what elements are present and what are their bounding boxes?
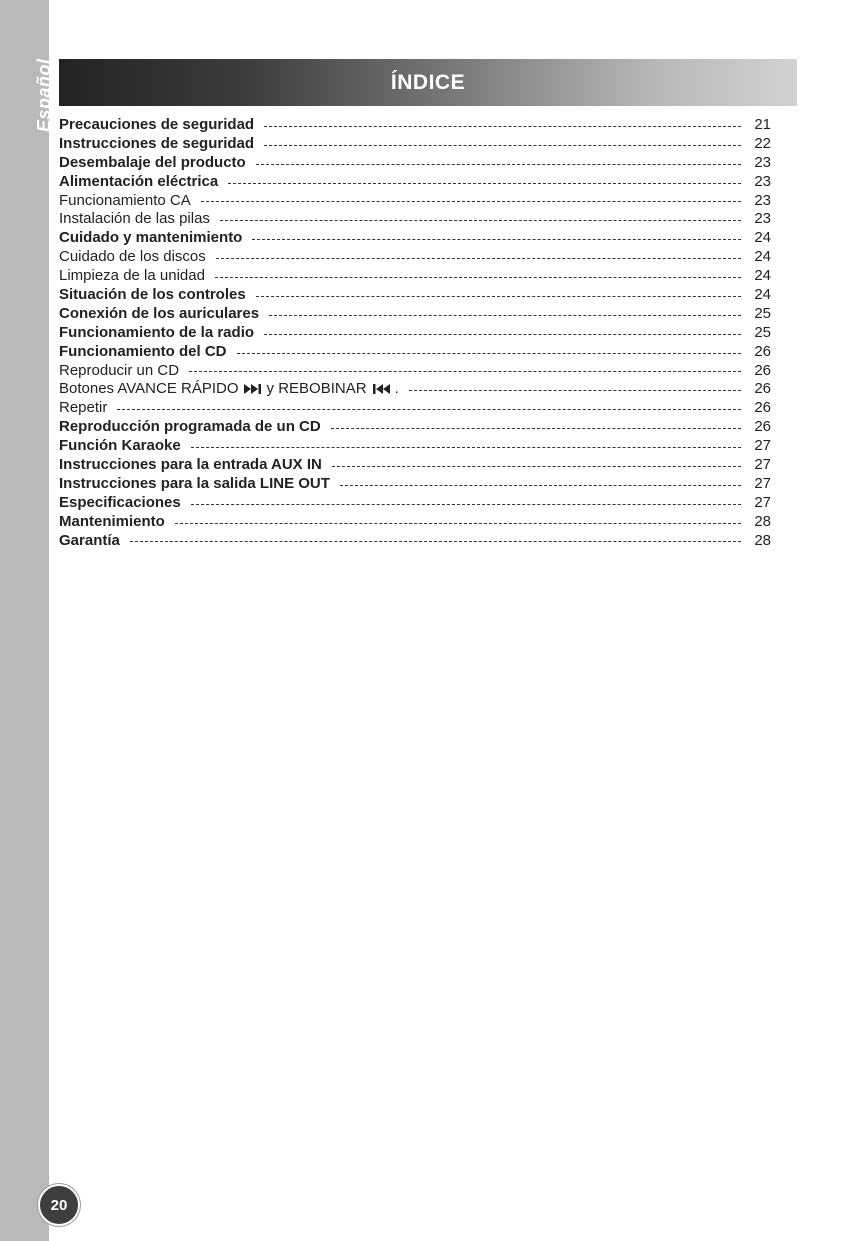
toc-entry-label: Función Karaoke <box>59 437 181 455</box>
toc-page-number: 27 <box>754 474 771 492</box>
toc-entry <box>59 513 771 532</box>
toc-entry <box>59 494 771 513</box>
toc-dot-leader <box>340 485 741 486</box>
toc-entry-label: Limpieza de la unidad <box>59 267 205 285</box>
toc-entry-label-part: . <box>394 380 399 398</box>
toc-entry-label: Precauciones de seguridad <box>59 116 255 133</box>
toc-entry <box>59 532 771 551</box>
toc-entry <box>59 305 771 324</box>
toc-entry-label: Especificaciones <box>59 493 181 511</box>
toc-page-number: 23 <box>754 153 771 171</box>
toc-entry <box>59 324 771 343</box>
toc-page-number: 24 <box>754 248 771 266</box>
toc-entry <box>59 380 771 399</box>
toc-page-number: 24 <box>754 267 771 285</box>
toc-entry <box>59 248 771 267</box>
toc-dot-leader <box>264 145 741 146</box>
skip-forward-icon <box>243 383 263 395</box>
toc-page-number: 25 <box>754 304 771 322</box>
toc-dot-leader <box>216 258 741 259</box>
toc-page-number: 28 <box>754 512 771 530</box>
toc-page-number: 23 <box>754 191 771 209</box>
toc-entry <box>59 210 771 229</box>
toc-entry <box>59 229 771 248</box>
toc-dot-leader <box>220 220 741 221</box>
toc-page-number: 23 <box>754 172 771 190</box>
toc-entry-label-part: y REBOBINAR <box>266 380 367 398</box>
toc-dot-leader <box>269 315 741 316</box>
toc-page-number: 26 <box>754 342 771 360</box>
toc-entry <box>59 456 771 475</box>
toc-dot-leader <box>201 201 741 202</box>
toc-page-number: 26 <box>754 361 771 379</box>
toc-entry <box>59 343 771 362</box>
toc-dot-leader <box>264 126 741 127</box>
toc-entry-label: Reproducción programada de un CD <box>59 418 321 436</box>
toc-dot-leader <box>332 466 741 467</box>
toc-entry-label: Situación de los controles <box>59 286 246 304</box>
toc-entry-label: Reproducir un CD <box>59 361 180 379</box>
toc-dot-leader <box>191 504 741 505</box>
toc-page-number: 26 <box>754 418 771 436</box>
toc-entry <box>59 437 771 456</box>
toc-dot-leader <box>215 277 741 278</box>
toc-page-number: 26 <box>754 399 771 417</box>
toc-page-number: 23 <box>754 210 771 228</box>
toc-dot-leader <box>256 296 741 297</box>
toc-entry <box>59 154 771 173</box>
toc-entry-label: Cuidado de los discos <box>59 248 206 266</box>
toc-page-number: 24 <box>754 229 771 247</box>
toc-entry-label: Repetir <box>59 399 108 417</box>
toc-entry <box>59 418 771 437</box>
toc-page-number: 22 <box>754 134 771 152</box>
toc-dot-leader <box>175 523 741 524</box>
toc-entry <box>59 399 771 418</box>
toc-dot-leader <box>409 390 741 391</box>
toc-entry-label: Instrucciones para la entrada AUX IN <box>59 456 322 474</box>
toc-dot-leader <box>228 183 741 184</box>
toc-entry <box>59 362 771 381</box>
toc-entry-label: Garantía <box>59 531 120 549</box>
toc-dot-leader <box>130 541 741 542</box>
toc-dot-leader <box>191 447 741 448</box>
toc-page-number: 26 <box>754 380 771 398</box>
toc-entry-label: Instrucciones de seguridad <box>59 134 255 152</box>
language-side-strip <box>0 0 54 1241</box>
toc-dot-leader <box>331 428 741 429</box>
toc-entry-label: Alimentación eléctrica <box>59 172 219 190</box>
toc-dot-leader <box>189 371 741 372</box>
toc-dot-leader <box>264 334 741 335</box>
toc-page-number: 27 <box>754 456 771 474</box>
toc-entry <box>59 286 771 305</box>
toc-entry-label: Funcionamiento de la radio <box>59 323 255 341</box>
skip-back-icon <box>371 383 391 395</box>
toc-entry-label: Instrucciones para la salida LINE OUT <box>59 474 330 492</box>
toc-entry-label: Funcionamiento del CD <box>59 342 227 360</box>
toc-dot-leader <box>252 239 741 240</box>
toc-page-number: 27 <box>754 437 771 455</box>
toc-entry <box>59 135 771 154</box>
toc-page-number: 27 <box>754 493 771 511</box>
toc-page-number: 28 <box>754 531 771 549</box>
toc-entry <box>59 173 771 192</box>
toc-entry-label: Cuidado y mantenimiento <box>59 229 243 247</box>
toc-entry-label: Conexión de los auriculares <box>59 304 260 322</box>
page-title: ÍNDICE <box>390 70 466 94</box>
toc-entry <box>59 267 771 286</box>
toc-page-number: 21 <box>754 116 771 133</box>
toc-entry <box>59 192 771 211</box>
toc-entry-label: Instalación de las pilas <box>59 210 210 228</box>
language-label: Español <box>34 58 54 132</box>
toc-entry-label-part: Botones AVANCE RÁPIDO <box>59 380 239 398</box>
toc-entry-label: Desembalaje del producto <box>59 153 246 171</box>
toc-entry-label <box>59 380 399 398</box>
toc-entry <box>59 475 771 494</box>
toc-entry-label: Funcionamiento CA <box>59 191 191 209</box>
toc-dot-leader <box>237 353 741 354</box>
toc-entry-label: Mantenimiento <box>59 512 165 530</box>
table-of-contents <box>59 116 771 550</box>
toc-dot-leader <box>256 164 741 165</box>
toc-page-number: 24 <box>754 286 771 304</box>
page-number-badge: 20 <box>38 1184 80 1226</box>
toc-entry <box>59 116 771 135</box>
toc-page-number: 25 <box>754 323 771 341</box>
title-bar <box>59 59 797 106</box>
toc-dot-leader <box>117 409 741 410</box>
